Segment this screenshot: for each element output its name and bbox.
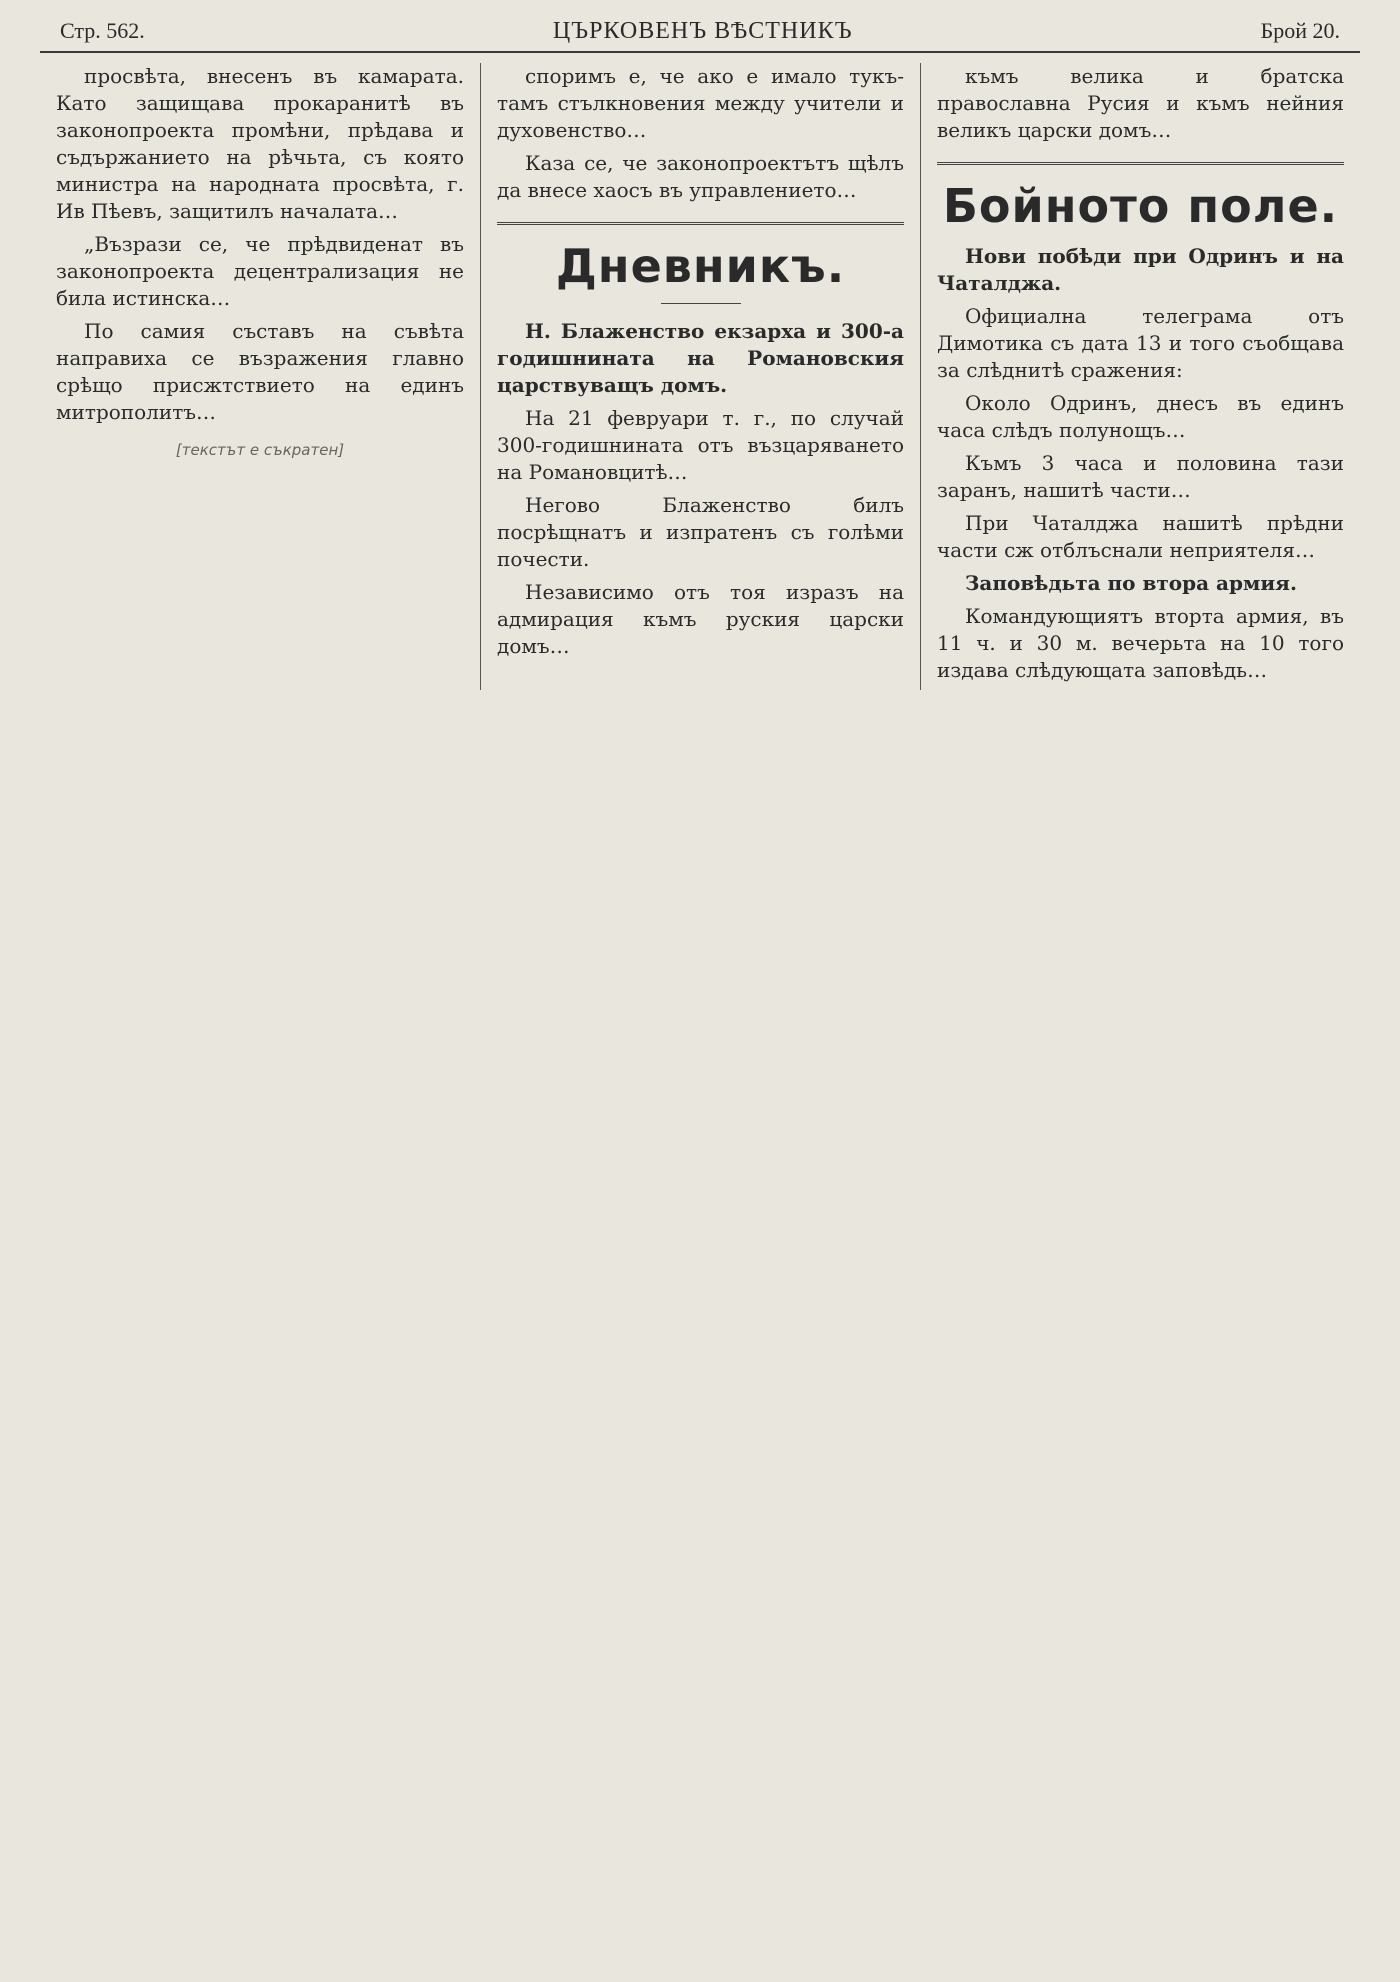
paragraph: По самия съставъ на съвѣта направиха се възражения главно срѣщо присжтствието на единъ митрополитъ…: [56, 319, 464, 424]
paragraph: Къмъ 3 часа и половина тази заранъ, нашитѣ части…: [937, 451, 1344, 503]
paragraph: Негово Блаженство билъ посрѣщнатъ и изпратенъ съ голѣми почести.: [497, 493, 904, 572]
column-1: [40, 63, 480, 690]
column-3: [920, 63, 1360, 690]
paragraph: Независимо отъ тоя изразъ на адмирация къмъ руския царски домъ…: [497, 580, 904, 659]
paragraph: къмъ велика и братска православна Русия и къмъ нейния великъ царски домъ…: [937, 64, 1344, 142]
section-title-dnevnik: Дневникъ.: [555, 239, 846, 293]
abbreviation-note: [текстът е съкратен]: [175, 441, 345, 459]
paragraph: Каза се, че законопроектътъ щѣлъ да внесе хаосъ въ управлението…: [497, 151, 904, 202]
section-divider: [937, 162, 1344, 165]
paragraph: споримъ е, че ако е имало тукъ-тамъ стълкновения между учители и духовенство…: [497, 64, 904, 142]
page-header: [40, 18, 1360, 53]
column-2: [480, 63, 920, 690]
paragraph: просвѣта, внесенъ въ камарата. Като защищава прокаранитѣ въ законопроекта промѣни, прѣдава и съдържанието на рѣчьта, съ която министра на народната просвѣта, г. Ив Пѣевъ, защитилъ началата…: [56, 64, 464, 223]
article-headline: Н. Блаженство екзарха и 300-а годишнината на Романовския царствуващъ домъ.: [497, 319, 904, 398]
paragraph: При Чаталджа нашитѣ прѣдни части сж отблъснали неприятеля…: [937, 511, 1344, 563]
text-columns: [40, 63, 1360, 690]
article-headline: Заповѣдьта по втора армия.: [965, 571, 1297, 596]
paragraph: На 21 февруари т. г., по случай 300-годишнината отъ възцаряването на Романовцитѣ…: [497, 406, 904, 485]
section-divider: [497, 222, 904, 225]
newspaper-title: ЦЪРКОВЕНЪ ВѢСТНИКЪ: [552, 18, 853, 44]
paragraph: Около Одринъ, днесъ въ единъ часа слѣдъ полунощъ…: [937, 391, 1344, 443]
paragraph: „Възрази се, че прѣдвиденат въ законопроекта децентрализация не била истинска…: [56, 232, 464, 310]
article-headline: Нови побѣди при Одринъ и на Чаталджа.: [937, 244, 1344, 296]
title-rule: [661, 303, 741, 304]
paragraph: Официална телеграма отъ Димотика съ дата 13 и того съобщава за слѣднитѣ сражения:: [937, 304, 1344, 383]
section-title-boynoto-pole: Бойното поле.: [942, 179, 1339, 233]
page-number: Стр. 562.: [60, 18, 145, 43]
paragraph: Командующиятъ вторта армия, въ 11 ч. и 30 м. вечерьта на 10 того издава слѣдующата заповѣдь…: [937, 604, 1344, 683]
issue-number: Брой 20.: [1260, 18, 1340, 43]
